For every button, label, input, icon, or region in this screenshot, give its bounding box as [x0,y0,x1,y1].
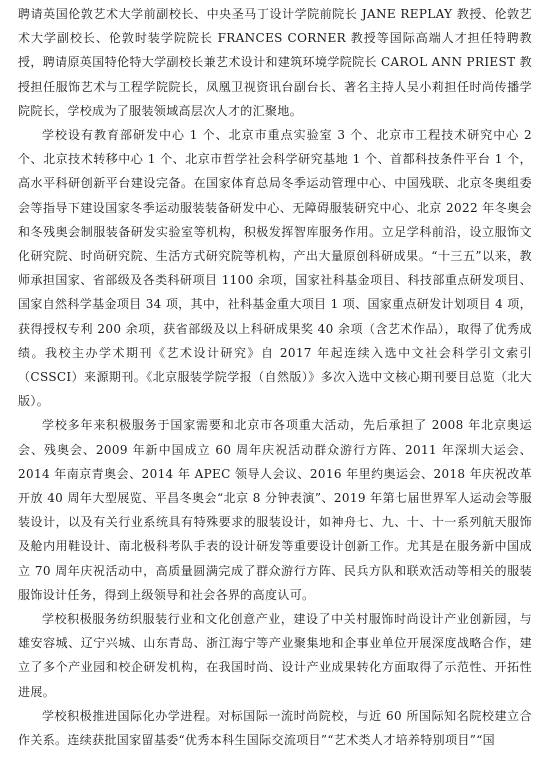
document-body [18,2,532,752]
paragraph-major-events: 学校多年来积极服务于国家需要和北京市各项重大活动，先后承担了 2008 年北京奥运会、残奥会、2009 年新中国成立 60 周年庆祝活动群众游行方阵、2011 年深圳大运会、2014 年南京青奥会、2014 年 APEC 领导人会议、2016 年里约奥运会、2018 年庆祝改革开放 40 周年大型展览、平昌冬奥会“北京 8 分钟表演”、2019 年第七届世界军人运动会等服装设计，以及有关行业系统具有特殊要求的服装设计，如神舟七、九、十、十一系列航天服饰及舱内用鞋设计、南北极科考队手表的设计研发等重要设计创新工作。尤其是在服务新中国成立 70 周年庆祝活动中，高质量圆满完成了群众游行方阵、民兵方队和联欢活动等相关的服装服饰设计任务，得到上级领导和社会各界的高度认可。 [18,418,532,602]
paragraph-research-platforms: 学校设有教育部研发中心 1 个、北京市重点实验室 3 个、北京市工程技术研究中心 2 个、北京技术转移中心 1 个、北京市哲学社会科学研究基地 1 个、首都科技条件平台 1 个，高水平科研创新平台建设完备。在国家体育总局冬季运动管理中心、中国残联、北京冬奥组委会等指导下建设国家冬季运动服装装备研发中心、无障碍服装研究中心、北京 2022 年冬奥会和冬残奥会制服装备研发实验室等机构，积极发挥智库服务作用。立足学科前沿，设立服饰文化研究院、时尚研究院、生活方式研究院等机构，产出大量原创科研成果。“十三五”以来，教师承担国家、省部级及各类科研项目 1100 余项，国家社科基金项目、科技部重点研发项目、国家自然科学基金项目 34 项，其中，社科基金重大项目 1 项、国家重点研发计划项目 4 项，获得授权专利 200 余项，获省部级及以上科研成果奖 40 余项（含艺术作品），取得了优秀成绩。我校主办学术期刊《艺术设计研究》自 2017 年起连续入选中文社会科学引文索引（CSSCI）来源期刊。《北京服装学院学报（自然版）》多次入选中文核心期刊要目总览（北大版）。 [18,128,532,409]
paragraph-talent: 聘请英国伦敦艺术大学前副校长、中央圣马丁设计学院前院长 JANE REPLAY 教授、伦敦艺术大学副校长、伦敦时装学院院长 FRANCES CORNER 教授等国际高端人才担任特聘教授，聘请原英国特伦特大学副校长兼艺术设计和建筑环境学院院长 CAROL ANN PRIEST 教授担任服饰艺术与工程学院院长，凤凰卫视资讯台副台长、著名主持人吴小莉担任时尚传播学院院长，学校成为了服装领域高层次人才的汇聚地。 [18,7,532,118]
paragraph-industry-service: 学校积极服务纺织服装行业和文化创意产业，建设了中关村服饰时尚设计产业创新园，与雄安容城、辽宁兴城、山东青岛、浙江海宁等产业聚集地和企事业单位开展深度战略合作，建立了多个产业园和校企研发机构，在我国时尚、设计产业成果转化方面取得了示范性、开拓性进展。 [18,612,532,699]
paragraph-internationalization: 学校积极推进国际化办学进程。对标国际一流时尚院校，与近 60 所国际知名院校建立合作关系。连续获批国家留基委“优秀本科生国际交流项目”“艺术类人才培养特别项目”“国 [18,708,532,748]
